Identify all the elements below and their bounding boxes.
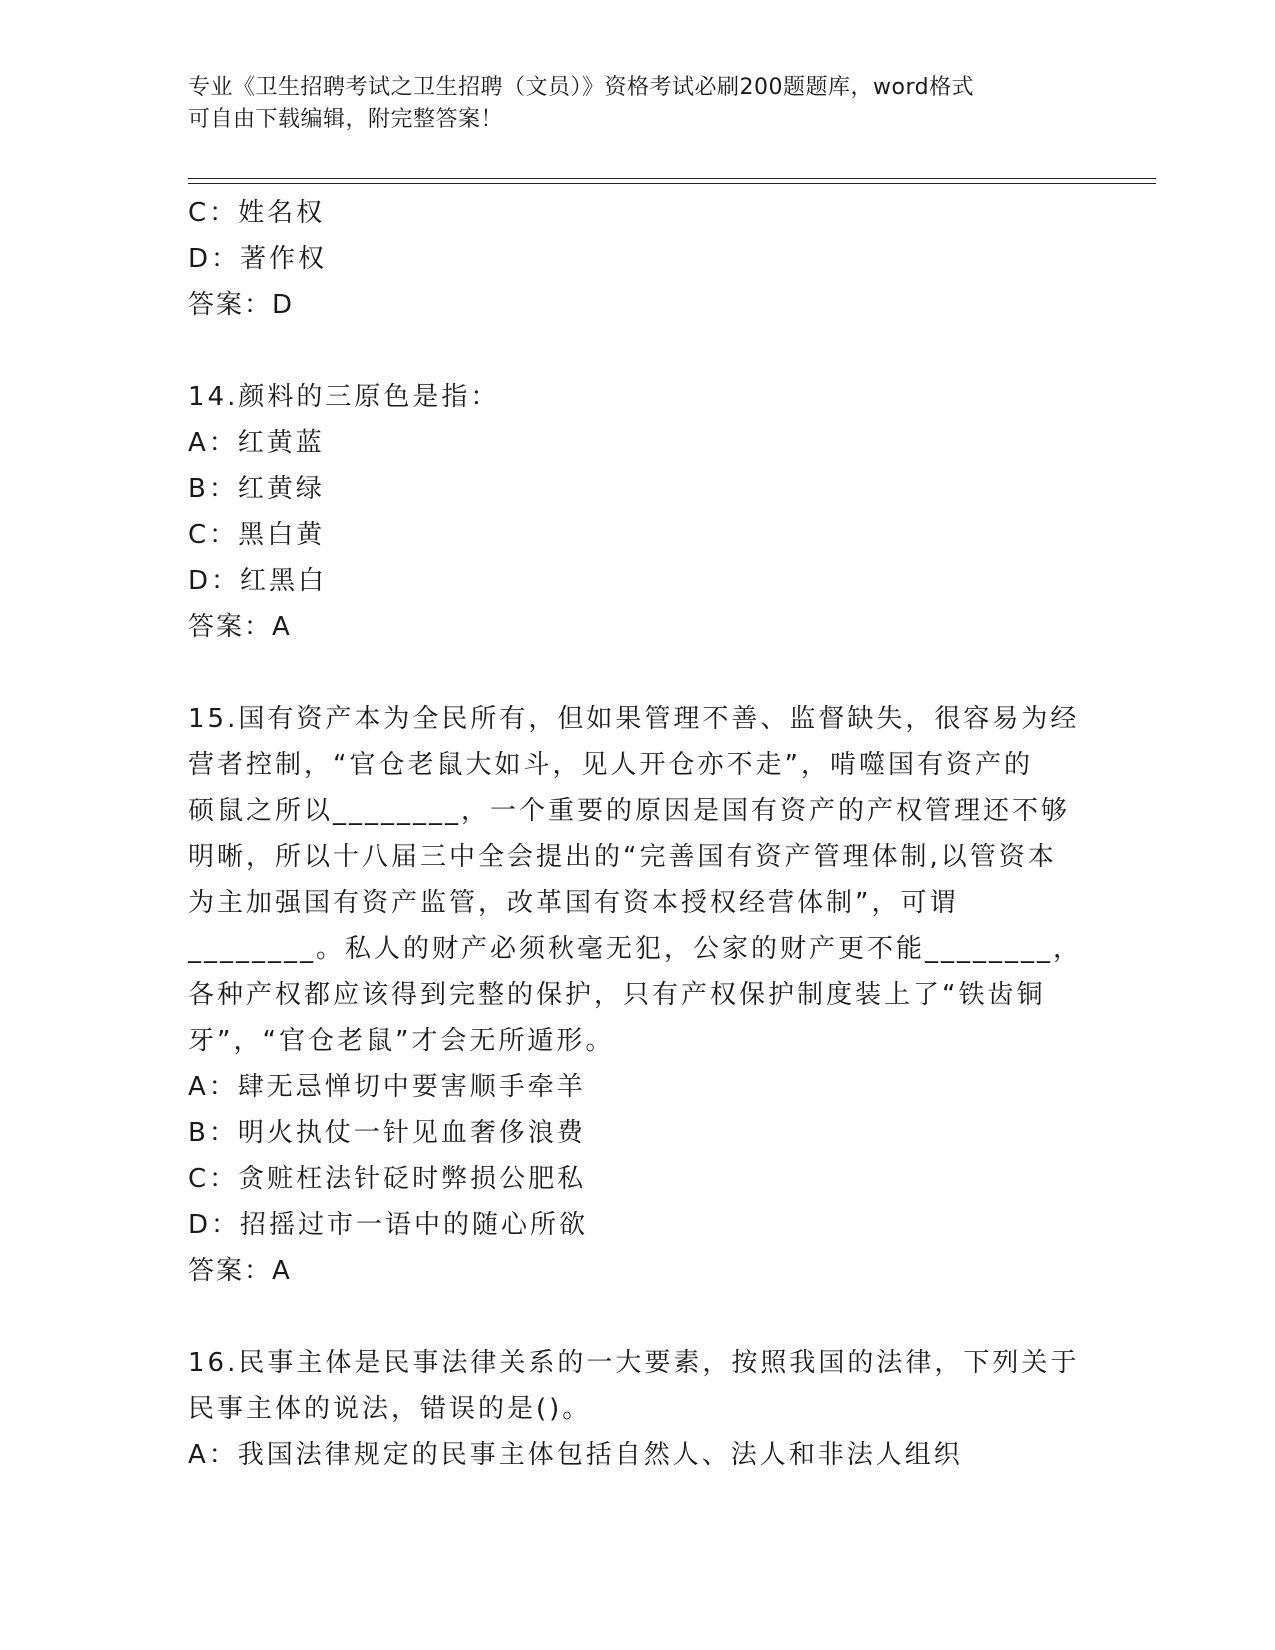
option-a: A：肆无忌惮切中要害顺手牵羊	[188, 1072, 586, 1102]
question-stem-line: 营者控制，“官仓老鼠大如斗，见人开仓亦不走”，啃噬国有资产的	[188, 750, 1033, 780]
header-divider-bottom	[188, 183, 1156, 184]
question-stem-line: 16.民事主体是民事法律关系的一大要素，按照我国的法律，下列关于	[188, 1348, 1080, 1378]
answer-line: 答案：D	[188, 290, 295, 320]
question-stem-line: 各种产权都应该得到完整的保护，只有产权保护制度装上了“铁齿铜	[188, 980, 1046, 1010]
option-d: D：招摇过市一语中的随心所欲	[188, 1210, 589, 1240]
option-c: C：姓名权	[188, 198, 326, 228]
option-a: A：红黄蓝	[188, 428, 325, 458]
document-header	[188, 72, 1068, 136]
header-divider-top	[188, 178, 1156, 179]
question-stem-line: 硕鼠之所以________，一个重要的原因是国有资产的产权管理还不够	[188, 796, 1071, 826]
option-d: D：红黑白	[188, 566, 328, 596]
question-stem-line: 15.国有资产本为全民所有，但如果管理不善、监督缺失，很容易为经	[188, 704, 1080, 734]
spacer	[188, 650, 1078, 696]
answer-line: 答案：A	[188, 612, 292, 642]
option-d: D：著作权	[188, 244, 328, 274]
answer-line: 答案：A	[188, 1256, 292, 1286]
option-c: C：黑白黄	[188, 520, 326, 550]
question-stem-line: 为主加强国有资产监管，改革国有资本授权经营体制”，可谓	[188, 888, 959, 918]
question-stem: 14.颜料的三原色是指：	[188, 382, 500, 412]
question-stem-line: 民事主体的说法，错误的是()。	[188, 1394, 592, 1424]
option-a: A：我国法律规定的民事主体包括自然人、法人和非法人组织	[188, 1440, 963, 1470]
spacer	[188, 1294, 1078, 1340]
option-b: B：明火执仗一针见血奢侈浪费	[188, 1118, 586, 1148]
option-c: C：贪赃枉法针砭时弊损公肥私	[188, 1164, 587, 1194]
question-15	[188, 696, 1083, 1294]
spacer	[188, 328, 1078, 374]
question-stem-line: ________。私人的财产必须秋毫无犯，公家的财产更不能________，	[188, 934, 1083, 964]
question-13-tail	[188, 190, 1078, 328]
question-16	[188, 1340, 1078, 1478]
header-title-line-1: 专业《卫生招聘考试之卫生招聘（文员）》资格考试必刷200题题库，word格式	[188, 75, 975, 100]
option-b: B：红黄绿	[188, 474, 325, 504]
question-14	[188, 374, 1078, 650]
question-list	[188, 190, 1083, 1478]
question-stem-line: 牙”，“官仓老鼠”才会无所遁形。	[188, 1026, 615, 1056]
header-title-line-2: 可自由下载编辑，附完整答案！	[188, 107, 504, 132]
question-stem-line: 明晰，所以十八届三中全会提出的“完善国有资产管理体制,以管资本	[188, 842, 1057, 872]
